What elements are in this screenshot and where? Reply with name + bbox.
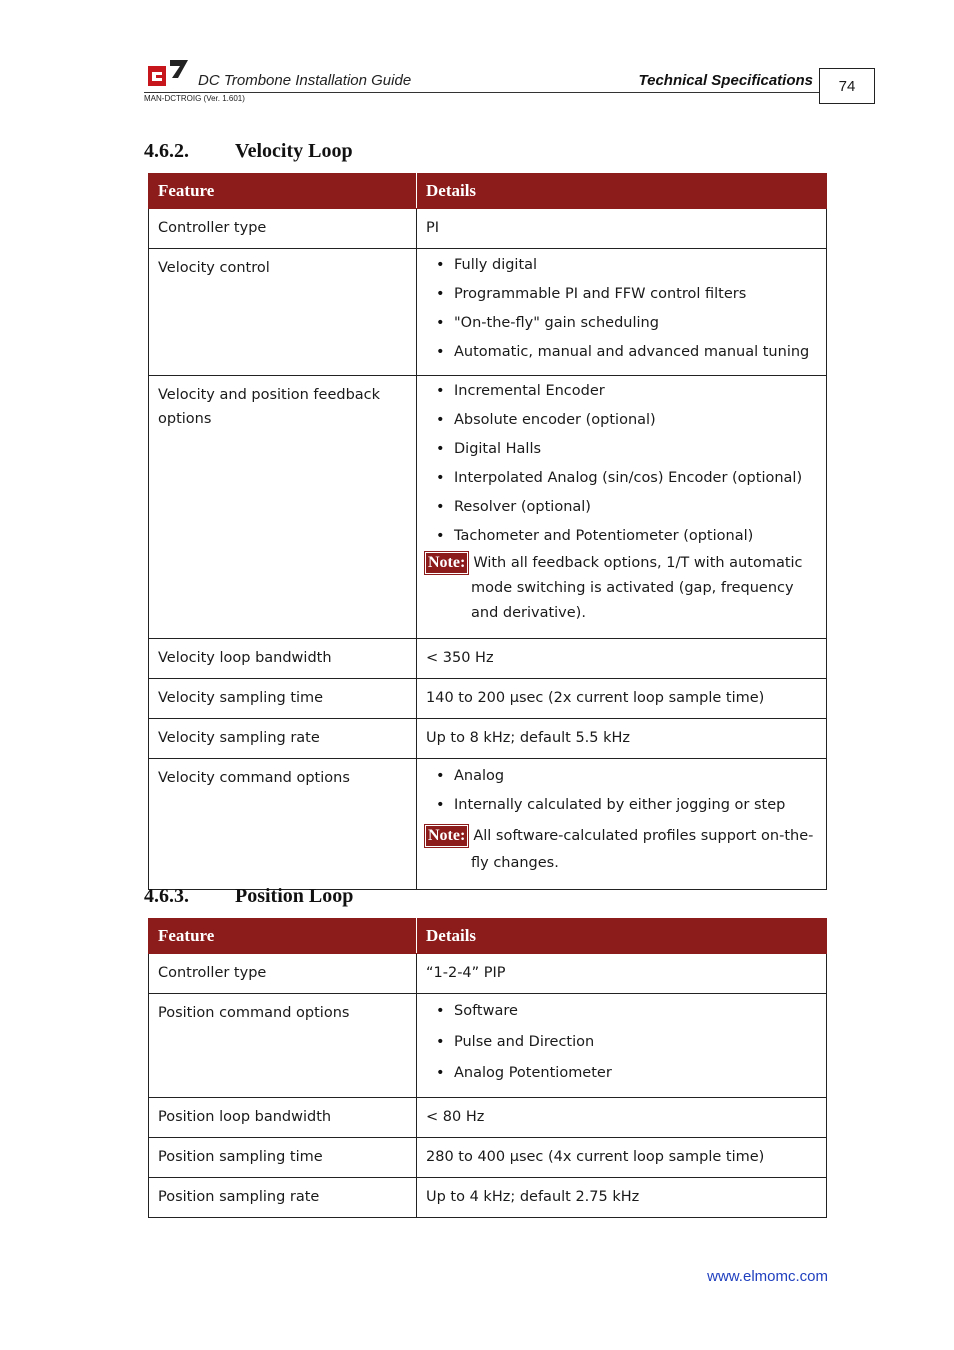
detail-cell — [417, 994, 827, 1098]
note-label: Note: — [428, 827, 466, 844]
table-row — [149, 1098, 827, 1138]
table-row — [149, 1138, 827, 1178]
note-block — [426, 823, 818, 877]
feature-cell: Velocity command options — [149, 759, 417, 890]
detail-cell: PI — [417, 209, 827, 249]
table-row — [149, 759, 827, 890]
detail-cell — [417, 759, 827, 890]
feature-cell: Controller type — [149, 209, 417, 249]
feature-cell: Position command options — [149, 994, 417, 1098]
table-row — [149, 954, 827, 994]
detail-cell: Up to 4 kHz; default 2.75 kHz — [417, 1178, 827, 1218]
list-item: • Analog Potentiometer — [426, 1058, 818, 1089]
table-header-row — [149, 174, 827, 209]
detail-cell — [417, 249, 827, 376]
note-text: With all feedback options, 1/T with automatic mode switching is activated (gap, frequency and derivative). — [471, 555, 803, 621]
list-item: • "On-the-fly" gain scheduling — [426, 309, 818, 338]
column-header-details: Details — [417, 919, 827, 954]
list-item: • Interpolated Analog (sin/cos) Encoder (optional) — [426, 464, 818, 493]
detail-cell: 140 to 200 μsec (2x current loop sample time) — [417, 679, 827, 719]
detail-cell: 280 to 400 μsec (4x current loop sample time) — [417, 1138, 827, 1178]
section-number: 4.6.2. — [144, 140, 189, 162]
position-loop-table — [148, 918, 827, 1218]
list-item: • Internally calculated by either jogging or step — [426, 791, 818, 820]
document-title: DC Trombone Installation Guide — [198, 72, 412, 89]
table-row — [149, 719, 827, 759]
bullet-list — [426, 996, 818, 1089]
table-header-row — [149, 919, 827, 954]
list-item: • Incremental Encoder — [426, 377, 818, 406]
document-version: MAN-DCTROIG (Ver. 1.601) — [144, 94, 245, 103]
feature-cell: Position sampling rate — [149, 1178, 417, 1218]
note-label: Note: — [428, 554, 466, 571]
list-item: • Fully digital — [426, 251, 818, 280]
note-block — [426, 551, 818, 626]
list-item: • Pulse and Direction — [426, 1027, 818, 1058]
bullet-list — [426, 762, 818, 820]
section-number: 4.6.3. — [144, 885, 189, 907]
list-item: • Tachometer and Potentiometer (optional) — [426, 522, 818, 551]
feature-cell: Controller type — [149, 954, 417, 994]
detail-cell: “1-2-4” PIP — [417, 954, 827, 994]
velocity-loop-table — [148, 173, 827, 890]
bullet-list — [426, 377, 818, 551]
detail-cell — [417, 376, 827, 639]
note-text: All software-calculated profiles support on-the-fly changes. — [471, 828, 814, 871]
section-title: Position Loop — [235, 885, 354, 907]
table-row — [149, 679, 827, 719]
feature-cell: Position loop bandwidth — [149, 1098, 417, 1138]
section-label: Technical Specifications — [638, 72, 813, 89]
feature-cell: Position sampling time — [149, 1138, 417, 1178]
section-heading-velocity-loop — [144, 140, 353, 163]
list-item: • Absolute encoder (optional) — [426, 406, 818, 435]
table-row — [149, 1178, 827, 1218]
table-row — [149, 639, 827, 679]
detail-cell: < 350 Hz — [417, 639, 827, 679]
column-header-feature: Feature — [149, 174, 417, 209]
page-number: 74 — [819, 68, 875, 104]
feature-cell: Velocity sampling rate — [149, 719, 417, 759]
list-item: • Analog — [426, 762, 818, 791]
column-header-details: Details — [417, 174, 827, 209]
section-title: Velocity Loop — [235, 140, 353, 162]
bullet-list — [426, 251, 818, 367]
page-header — [144, 56, 875, 106]
column-header-feature: Feature — [149, 919, 417, 954]
detail-cell: < 80 Hz — [417, 1098, 827, 1138]
table-row — [149, 249, 827, 376]
table-row — [149, 376, 827, 639]
section-heading-position-loop — [144, 885, 353, 908]
feature-cell: Velocity and position feedback options — [149, 376, 417, 639]
list-item: • Programmable PI and FFW control filters — [426, 280, 818, 309]
list-item: • Resolver (optional) — [426, 493, 818, 522]
list-item: • Digital Halls — [426, 435, 818, 464]
detail-cell: Up to 8 kHz; default 5.5 kHz — [417, 719, 827, 759]
footer-website-link[interactable]: www.elmomc.com — [707, 1268, 828, 1285]
table-row — [149, 209, 827, 249]
list-item: • Software — [426, 996, 818, 1027]
header-divider — [144, 92, 820, 93]
elmo-logo-icon — [148, 58, 190, 86]
list-item: • Automatic, manual and advanced manual tuning — [426, 338, 818, 367]
feature-cell: Velocity loop bandwidth — [149, 639, 417, 679]
feature-cell: Velocity control — [149, 249, 417, 376]
feature-cell: Velocity sampling time — [149, 679, 417, 719]
table-row — [149, 994, 827, 1098]
